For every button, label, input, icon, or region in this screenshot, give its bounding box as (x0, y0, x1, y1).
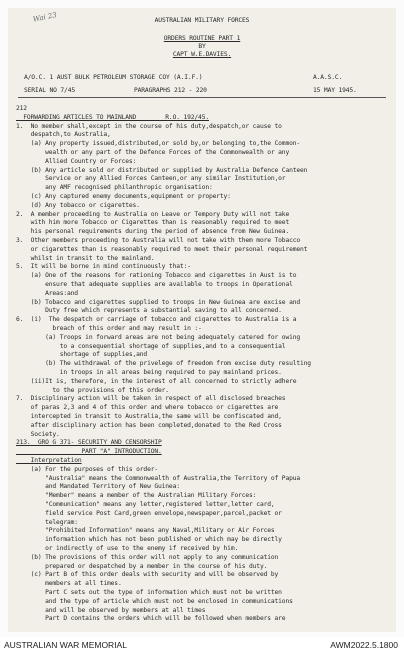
order-text-line: Society. (16, 430, 60, 438)
order-text-line: FORWARDING ARTICLES TO MAINLAND R.O. 192/45. (16, 113, 209, 121)
order-text-line: and will be observed by members at all times (16, 606, 206, 614)
order-text-line: or cigarettes than is reasonably required to meet their personal requirement (16, 245, 308, 253)
order-text-line: Interpretation (16, 457, 82, 464)
order-text-line: and the type of article which must not be enclosed in communications (16, 597, 293, 605)
order-text-line: (b) The withdrawal of the privelege of freedom from excise duty resulting (16, 360, 311, 368)
order-text-line: intercepted in transit to Australia,the same will be confiscated and, (16, 413, 282, 420)
order-text-line: "Communication" means any letter,registered letter,letter card, (16, 501, 275, 508)
order-text-line: (ii)It is, therefore, in the interest of all concerned to strictly adhere (16, 377, 297, 385)
order-text-line: to the provisions of this order. (16, 386, 169, 394)
order-text-line: 5. It will be borne in mind continuously that:- (16, 263, 191, 271)
order-text-line: (b) Tobacco and cigarettes supplied to troops in New Guinea are excise and (16, 298, 301, 306)
order-text-line: "Australia" means the Commonwealth of Australia,the Territory of Papua (16, 474, 301, 482)
order-text-line: to a consequential shortage of supplies,and to a consequential (16, 342, 286, 350)
order-text-line: PART "A" INTRODUCTION. (16, 448, 162, 456)
order-text-line: Part D contains the orders which will be followed when members are (16, 615, 286, 623)
footer-institution: AUSTRALIAN WAR MEMORIAL (4, 640, 127, 650)
order-text-line: "Prohibited Information" means any Naval,Military or Air Forces (16, 527, 275, 535)
header-paragraphs: PARAGRAPHS 212 - 220 (134, 87, 207, 94)
order-text-line: telegram: (16, 518, 78, 526)
order-text-line: 1. No member shall,except in the course of his duty,despatch,or cause to (16, 122, 282, 130)
order-text-line: 6. (i) The despatch or carriage of tobacco and cigarettes to Australia is a (16, 316, 297, 324)
order-text-line: whilst in transit to the mainland. (16, 254, 155, 262)
header-by: BY (198, 43, 206, 50)
order-text-line: and Mandated Territory of New Guinea: (16, 483, 180, 491)
header-serial: SERIAL NO 7/45 (24, 87, 75, 94)
order-text-line: with him more Tobacco or Cigarettes than is reasonably required to meet (16, 219, 290, 227)
order-text-line: "Member" means a member of the Australian Military Forces: (16, 492, 257, 500)
order-text-line: (a) One of the reasons for rationing Tobacco and cigarettes in Aust is to (16, 272, 297, 280)
order-text-line: breach of this order and may result in :- (16, 325, 202, 332)
order-text-line: Allied Country or Forces: (16, 157, 137, 165)
order-text-line: (a) Any property issued,distributed,or sold by,or belonging to,the Common- (16, 140, 301, 148)
header-date: 15 MAY 1945. (313, 87, 357, 94)
order-text-line: 213. GRO G 371- SECURITY AND CENSORSHIP (16, 439, 162, 447)
order-text-line: (a) For the purposes of this order- (16, 465, 159, 473)
header-corps: A.A.S.C. (313, 74, 343, 81)
order-text-line: Service or any Allied Forces Canteen,or any similar Institution,or (16, 175, 286, 183)
header-orders: ORDERS ROUTINE PART 1 (163, 35, 241, 42)
document-page (8, 8, 396, 632)
order-text-line: of paras 2,3 and 4 of this order and where tobacco or cigarettes are (16, 404, 279, 412)
order-text-line: (b) The provisions of this order will not apply to any communication (16, 553, 279, 561)
order-text-line: (c) Any captured enemy documents,equipment or property: (16, 193, 231, 200)
order-text-line: (d) Any tobacco or cigarettes. (16, 201, 140, 209)
order-text-line: shortage of supplies,and (16, 351, 148, 359)
header-officer: CAPT W.E.DAVIES. (172, 51, 232, 58)
order-text-line: 2. A member proceeding to Australia on Leave or Tempory Duty will not take (16, 210, 290, 218)
order-text-line: Duty free which represents a substantial saving to all concerned. (16, 307, 282, 315)
order-text-line: 212 (16, 105, 27, 112)
order-text-line: (b) Any article sold or distributed or supplied by Australia Defence Canteen (16, 166, 308, 174)
order-text-line: or indirectly of use to the enemy if received by him. (16, 545, 239, 552)
order-text-line: field service Post Card,green envelope,newspaper,parcel,packet or (16, 509, 282, 517)
handwritten-annotation: Wai 23 (32, 10, 58, 24)
order-text-line: information which has not been published or which may be directly (16, 536, 282, 544)
order-text-line: after disciplinary action has been completed,donated to the Red Cross (16, 421, 282, 429)
footer-accession-number: AWM2022.5.1800 (330, 640, 398, 650)
order-text-line: any AMF recognised philanthropic organisation: (16, 184, 213, 192)
order-text-line: Areas:and (16, 289, 78, 297)
order-text-line: his personal requirements during the period of absence from New Guinea. (16, 228, 290, 236)
order-text-line: ensure that adequate supplies are available to troops in Operational (16, 281, 293, 288)
order-text-line: members at all times. (16, 580, 122, 588)
header-unit: A/O.C. 1 AUST BULK PETROLEUM STORAGE COY (A.I.F.) (24, 74, 203, 81)
order-text-line: despatch,to Australia, (16, 131, 111, 139)
order-text-line: 7. Disciplinary action will be taken in respect of all disclosed breaches (16, 395, 286, 403)
order-text-line: wealth or any part of the Defence Forces of the Commonwealth or any (16, 149, 290, 156)
order-text-line: (c) Part B of this order deals with security and will be observed by (16, 571, 279, 579)
archive-footer (0, 637, 404, 653)
order-text-line: in troops in all areas being required to pay mainland prices. (16, 369, 282, 376)
order-text-line: 3. Other members proceeding to Australia will not take with them more Tobacco (16, 237, 301, 244)
order-text-line: (a) Troops in forward areas are not being adequately catered for owing (16, 333, 301, 341)
header-divider (18, 97, 386, 98)
order-text-line: prepared or despatched by a member in the course of his duty. (16, 562, 268, 570)
header-title: AUSTRALIAN MILITARY FORCES (154, 17, 250, 24)
order-text-line: Part C sets out the type of information which must not be written (16, 589, 282, 596)
